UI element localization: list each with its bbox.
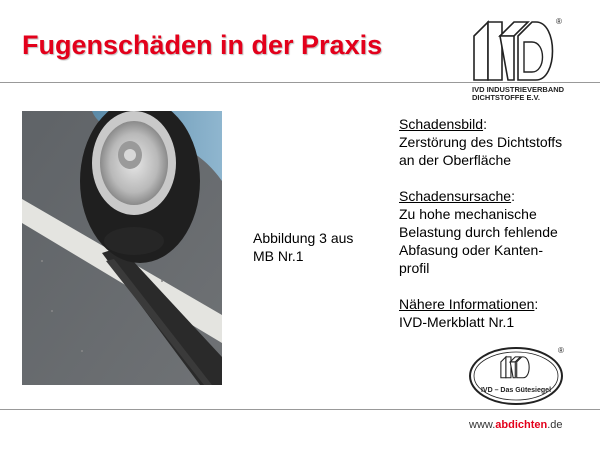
bottom-divider [0,409,600,410]
figure-caption-line-2: MB Nr.1 [253,248,304,264]
url-prefix: www. [469,419,496,431]
website-url[interactable] [469,419,563,431]
ivd-caption-line-2: DICHTSTOFFE E.V. [472,93,540,102]
more-info-heading: Nähere Informationen: [399,296,539,312]
url-highlight: abdichten [495,419,548,431]
slide-title: Fugenschäden in der Praxis [22,30,383,60]
seal-label: IVD – Das Gütesiegel [480,387,552,394]
figure-caption [253,229,383,265]
damage-cause-block [399,187,589,277]
info-panel [399,115,589,349]
damage-cause-line-4: profil [399,260,430,276]
damage-pattern-heading: Schadensbild: [399,116,487,132]
damage-pattern-line-2: an der Oberfläche [399,152,512,168]
damage-cause-heading: Schadensursache: [399,188,515,204]
ivd-quality-seal [468,344,568,406]
ivd-logo [466,14,566,82]
seal-registered-mark: ® [558,346,564,355]
ivd-caption [472,86,564,102]
logo-registered-mark: ® [556,17,562,26]
top-divider [0,82,600,83]
damage-pattern-line-1: Zerstörung des Dichtstoffs [399,134,563,150]
more-info-block [399,295,589,331]
more-info-line-1: IVD-Merkblatt Nr.1 [399,314,515,330]
figure-caption-line-1: Abbildung 3 aus [253,230,354,246]
joint-damage-photo [22,111,222,385]
damage-cause-line-1: Zu hohe mechanische [399,206,537,222]
damage-cause-line-3: Abfasung oder Kanten- [399,242,543,258]
url-suffix: .de [547,419,563,431]
ivd-caption-line-1: IVD INDUSTRIEVERBAND [472,85,565,94]
damage-cause-line-2: Belastung durch fehlende [399,224,558,240]
damage-pattern-block [399,115,589,169]
